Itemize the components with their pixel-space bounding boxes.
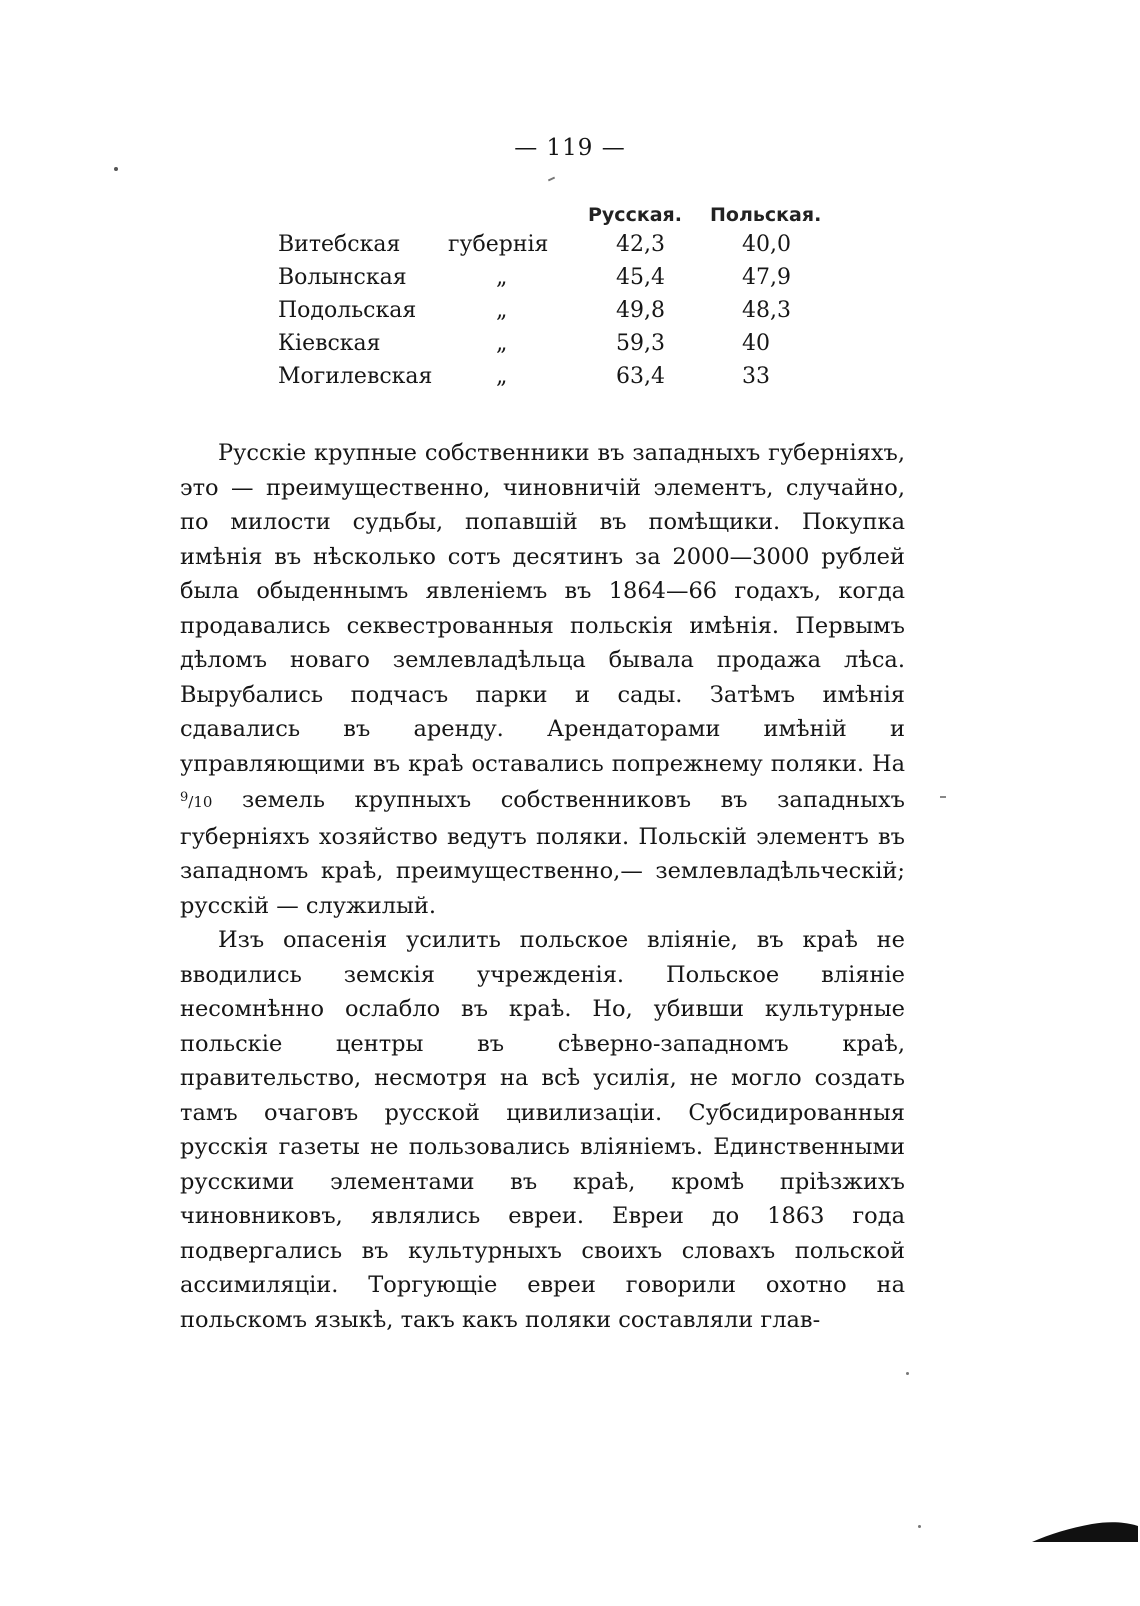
polish-value: 48,3 <box>742 298 791 323</box>
column-header-polish: Польская. <box>710 204 822 226</box>
paragraph <box>180 923 905 1337</box>
ditto-mark: „ <box>496 364 508 389</box>
table-row <box>0 331 1140 365</box>
province-name: Волынская <box>278 265 407 290</box>
scan-speck <box>918 1525 921 1528</box>
fraction <box>180 790 213 811</box>
ditto-mark: „ <box>496 331 508 356</box>
province-name: Могилевская <box>278 364 433 389</box>
russian-value: 49,8 <box>616 298 665 323</box>
russian-value: 45,4 <box>616 265 665 290</box>
russian-value: 59,3 <box>616 331 665 356</box>
ditto-mark: „ <box>496 265 508 290</box>
paragraph-text: земель крупныхъ собственниковъ въ западныхъ губерніяхъ хозяйство ведутъ поляки. Польскій элементъ въ западномъ краѣ, преимущественно,— землевладѣльческій; русскій — служилый. <box>180 787 905 919</box>
scan-speck <box>940 796 946 798</box>
paragraph-text: Русскіе крупные собственники въ западныхъ губерніяхъ, это — преимущественно, чиновничій элементъ, случайно, по милости судьбы, попавшій въ помѣщики. Покупка имѣнія въ нѣсколько сотъ десятинъ за 2000—3000 рублей была обыденнымъ явленіемъ въ 1864—66 годахъ, когда продавались секвестрованныя польскія имѣнія. Первымъ дѣломъ новаго землевладѣльца бывала продажа лѣса. Вырубались подчасъ парки и сады. Затѣмъ имѣнія сдавались въ аренду. Арендаторами имѣній и управляющими въ краѣ оставались попрежнему поляки. На <box>180 440 905 777</box>
russian-value: 42,3 <box>616 232 665 257</box>
fraction-numerator: 9 <box>180 790 189 805</box>
province-name: Витебская <box>278 232 401 257</box>
body-text <box>180 436 905 1337</box>
page-number: — 119 — <box>514 135 626 161</box>
province-name: Кіевская <box>278 331 381 356</box>
ditto-mark: „ <box>496 298 508 323</box>
table-row <box>0 298 1140 332</box>
scan-speck <box>114 167 118 171</box>
column-header-russian: Русская. <box>588 204 682 226</box>
polish-value: 47,9 <box>742 265 791 290</box>
statistics-table <box>0 0 1140 420</box>
table-row <box>0 232 1140 266</box>
province-kind: губернія <box>448 232 549 257</box>
paragraph-text: Изъ опасенія усилить польское вліяніе, въ краѣ не вводились земскія учрежденія. Польское вліяніе несомнѣнно ослабло въ краѣ. Но, убивши культурные польскіе центры въ сѣверно-западномъ краѣ, правительство, несмотря на всѣ усилія, не могло создать тамъ очаговъ русской цивилизаціи. Субсидированныя русскія газеты не пользовались вліяніемъ. Единственными русскими элементами въ краѣ, кромѣ пріѣзжихъ чиновниковъ, являлись евреи. Евреи до 1863 года подвергались въ культурныхъ своихъ словахъ польской ассимиляціи. Торгующіе евреи говорили охотно на польскомъ языкѣ, такъ какъ поляки составляли глав- <box>180 927 905 1333</box>
scan-speck <box>906 1372 909 1375</box>
page-corner-shadow <box>1030 1508 1140 1548</box>
russian-value: 63,4 <box>616 364 665 389</box>
table-row <box>0 265 1140 299</box>
polish-value: 33 <box>742 364 770 389</box>
polish-value: 40,0 <box>742 232 791 257</box>
polish-value: 40 <box>742 331 770 356</box>
province-name: Подольская <box>278 298 417 323</box>
table-row <box>0 364 1140 398</box>
fraction-denominator: /10 <box>188 793 213 811</box>
paragraph <box>180 436 905 923</box>
